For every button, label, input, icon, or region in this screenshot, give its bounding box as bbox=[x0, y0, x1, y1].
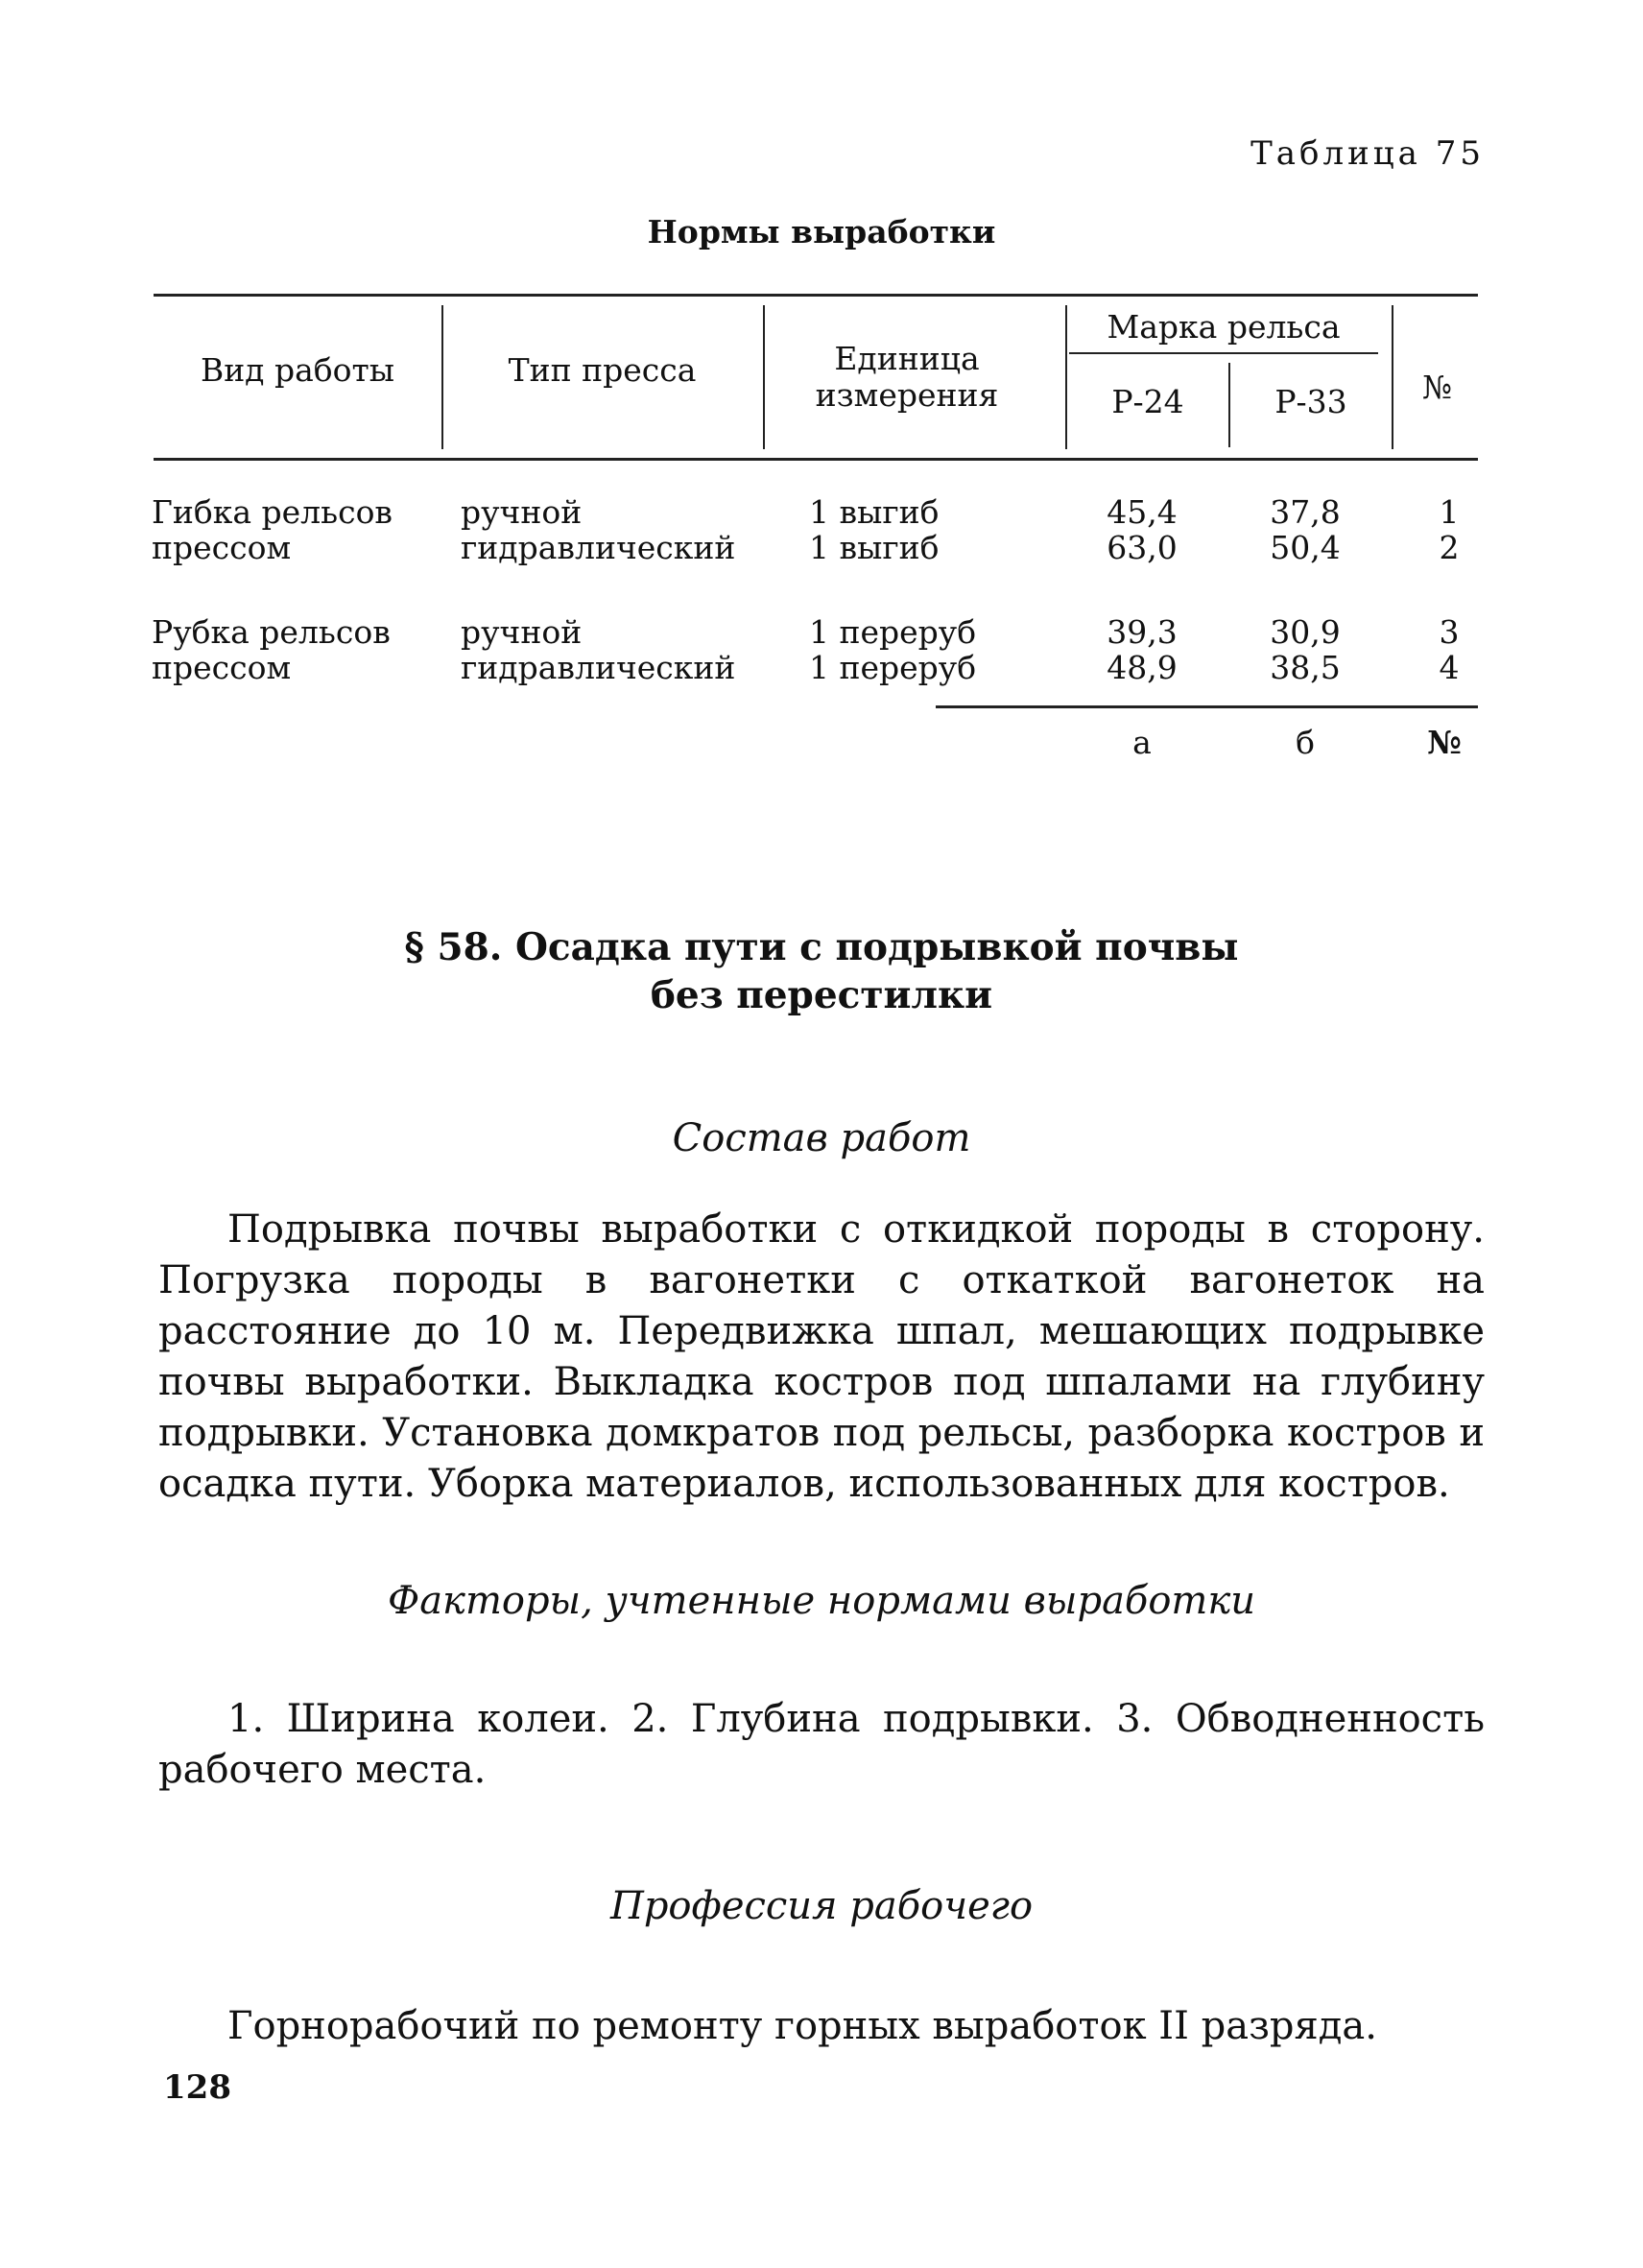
header-rail-brand: Марка рельса bbox=[1107, 308, 1341, 346]
footer-rule bbox=[936, 705, 1478, 708]
press-type: гидравлический bbox=[461, 649, 736, 686]
work-type-1-line1: Гибка рельсов bbox=[152, 493, 393, 531]
col-divider-5 bbox=[1392, 305, 1393, 449]
header-unit: Единица измерения bbox=[815, 340, 999, 414]
row-number: 4 bbox=[1439, 649, 1460, 686]
table-label: Таблица 75 bbox=[1250, 134, 1485, 173]
factors-title: Факторы, учтенные нормами выработки bbox=[388, 1579, 1255, 1623]
table-top-rule bbox=[154, 294, 1478, 297]
header-p33: Р-33 bbox=[1274, 383, 1347, 420]
p24-value: 45,4 bbox=[1107, 493, 1178, 531]
footer-col-no: № bbox=[1427, 724, 1462, 761]
composition-text-body: Подрывка почвы выработки с откидкой породы в сторону. Погрузка породы в вагонетки с откаткой вагонеток на расстояние до 10 м. Передвижка шпал, мешающих подрывке почвы выработки. Выкладка костров под шпалами на глубину подрывки. Установка домкратов под рельсы, разборка костров и осадка пути. Уборка материалов, использованных для костров. bbox=[158, 1207, 1485, 1506]
header-no: № bbox=[1421, 369, 1453, 406]
col-divider-3 bbox=[1065, 305, 1067, 449]
col-divider-4 bbox=[1228, 363, 1230, 447]
unit-value: 1 переруб bbox=[809, 649, 977, 686]
p24-value: 63,0 bbox=[1107, 529, 1178, 566]
header-p24: Р-24 bbox=[1111, 383, 1184, 420]
p33-value: 38,5 bbox=[1270, 649, 1341, 686]
composition-title: Состав работ bbox=[672, 1116, 971, 1160]
work-type-2-line1: Рубка рельсов bbox=[152, 613, 391, 651]
p33-value: 50,4 bbox=[1270, 529, 1341, 566]
footer-col-a: а bbox=[1132, 724, 1152, 761]
unit-value: 1 переруб bbox=[809, 613, 977, 651]
row-number: 3 bbox=[1439, 613, 1460, 651]
press-type: ручной bbox=[461, 613, 583, 651]
section-heading bbox=[0, 923, 1643, 1019]
table-title: Нормы выработки bbox=[647, 213, 996, 251]
footer-col-b: б bbox=[1296, 724, 1315, 761]
unit-value: 1 выгиб bbox=[809, 529, 940, 566]
profession-text-body: Горнорабочий по ремонту горных выработок II разряда. bbox=[227, 2004, 1377, 2048]
header-work-type: Вид работы bbox=[200, 351, 395, 389]
work-type-2-line2: прессом bbox=[152, 649, 292, 686]
header-press-type: Тип пресса bbox=[508, 351, 697, 389]
row-number: 1 bbox=[1439, 493, 1460, 531]
p24-value: 39,3 bbox=[1107, 613, 1178, 651]
row-number: 2 bbox=[1439, 529, 1460, 566]
p33-value: 30,9 bbox=[1270, 613, 1341, 651]
work-type-1-line2: прессом bbox=[152, 529, 292, 566]
header-bottom-rule bbox=[154, 458, 1478, 461]
p24-value: 48,9 bbox=[1107, 649, 1178, 686]
page-number: 128 bbox=[163, 2068, 231, 2107]
rail-brand-rule bbox=[1069, 352, 1378, 354]
press-type: ручной bbox=[461, 493, 583, 531]
press-type: гидравлический bbox=[461, 529, 736, 566]
factors-text-body: 1. Ширина колеи. 2. Глубина подрывки. 3. Обводненность рабочего места. bbox=[158, 1697, 1485, 1792]
section-heading-line1: § 58. Осадка пути с подрывкой почвы bbox=[404, 925, 1239, 969]
profession-title: Профессия рабочего bbox=[609, 1884, 1034, 1928]
composition-text bbox=[158, 1205, 1485, 1510]
col-divider-2 bbox=[763, 305, 765, 449]
col-divider-1 bbox=[441, 305, 443, 449]
unit-value: 1 выгиб bbox=[809, 493, 940, 531]
factors-text bbox=[158, 1694, 1485, 1796]
section-heading-line2: без перестилки bbox=[650, 973, 993, 1017]
p33-value: 37,8 bbox=[1270, 493, 1341, 531]
profession-text bbox=[158, 2001, 1485, 2052]
